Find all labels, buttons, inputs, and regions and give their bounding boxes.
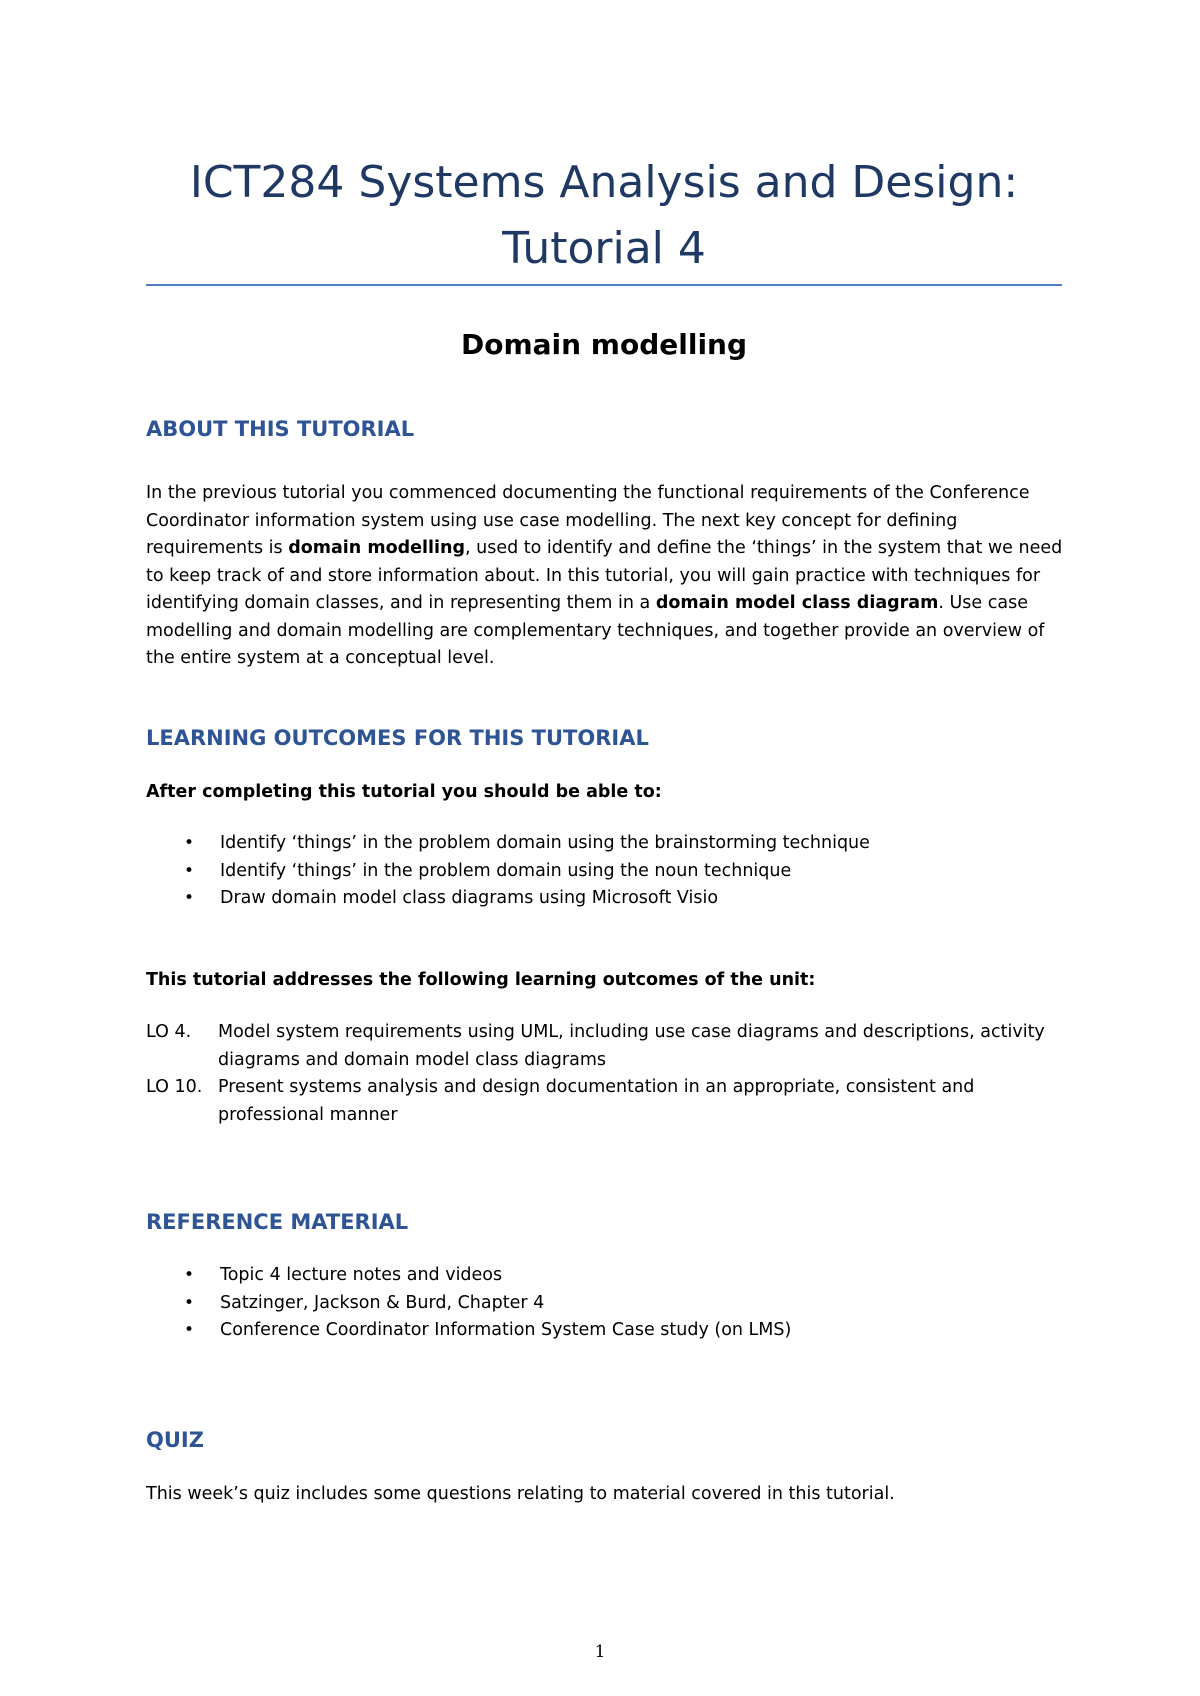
reference-list — [146, 1262, 791, 1345]
about-bold-2: domain model class diagram — [655, 593, 939, 613]
list-item: • Draw domain model class diagrams using Microsoft Visio — [146, 885, 870, 913]
list-item: • Topic 4 lecture notes and videos — [146, 1262, 791, 1290]
document-subtitle: Domain modelling — [460, 328, 748, 361]
quiz-heading: QUIZ — [146, 1428, 204, 1452]
bullet-icon: • — [184, 833, 195, 853]
unit-outcomes-lead: This tutorial addresses the following learning outcomes of the unit: — [146, 970, 816, 990]
unit-outcome-row — [146, 1019, 1066, 1074]
title-line-1: ICT284 Systems Analysis and Design: — [189, 157, 1019, 208]
bullet-icon: • — [184, 1292, 195, 1313]
list-item: • Identify ‘things’ in the problem domain using the noun technique — [146, 858, 870, 886]
outcomes-list — [146, 830, 870, 913]
bullet-icon: • — [184, 1320, 195, 1340]
about-paragraph — [146, 480, 1066, 673]
title-line-2: Tutorial 4 — [502, 223, 706, 274]
list-item: • Conference Coordinator Information System Case study (on LMS) — [146, 1317, 791, 1345]
about-text-3: . Use case modelling and domain modelling are complementary techniques, and together provide an overview of the entire system at a conceptual level. — [146, 593, 1045, 668]
reference-heading: REFERENCE MATERIAL — [146, 1210, 409, 1234]
outcomes-heading: LEARNING OUTCOMES FOR THIS TUTORIAL — [146, 726, 649, 750]
unit-outcomes-list — [146, 1019, 1066, 1129]
title-divider — [146, 284, 1062, 286]
about-text-2: , used to identify and define the ‘things’ in the system that we need to keep track of and store information about. In this tutorial, you will gain practice with techniques for identifying domain classes, and in representing them in a — [146, 538, 1063, 613]
unit-outcome-code: LO 10. — [146, 1077, 203, 1097]
about-heading: ABOUT THIS TUTORIAL — [146, 417, 415, 441]
about-bold-1: domain modelling — [288, 538, 465, 558]
bullet-icon: • — [184, 860, 195, 881]
quiz-text: This week’s quiz includes some questions relating to material covered in this tutorial. — [146, 1484, 895, 1504]
bullet-icon: • — [184, 1265, 195, 1285]
document-title — [146, 150, 1062, 282]
unit-outcome-text: Present systems analysis and design documentation in an appropriate, consistent and professional manner — [218, 1077, 975, 1125]
list-item: • Satzinger, Jackson & Burd, Chapter 4 — [146, 1290, 791, 1318]
list-item: • Identify ‘things’ in the problem domain using the brainstorming technique — [146, 830, 870, 858]
bullet-icon: • — [184, 888, 195, 908]
about-text-1: In the previous tutorial you commenced documenting the functional requirements of the Conference Coordinator information system using use case modelling. The next key concept for defining requirements is — [146, 483, 1030, 558]
unit-outcome-text: Model system requirements using UML, including use case diagrams and descriptions, activity diagrams and domain model class diagrams — [218, 1022, 1045, 1070]
unit-outcome-row — [146, 1074, 1066, 1129]
unit-outcome-code: LO 4. — [146, 1022, 192, 1042]
page-number: 1 — [594, 1642, 606, 1662]
outcomes-lead: After completing this tutorial you should be able to: — [146, 782, 662, 802]
